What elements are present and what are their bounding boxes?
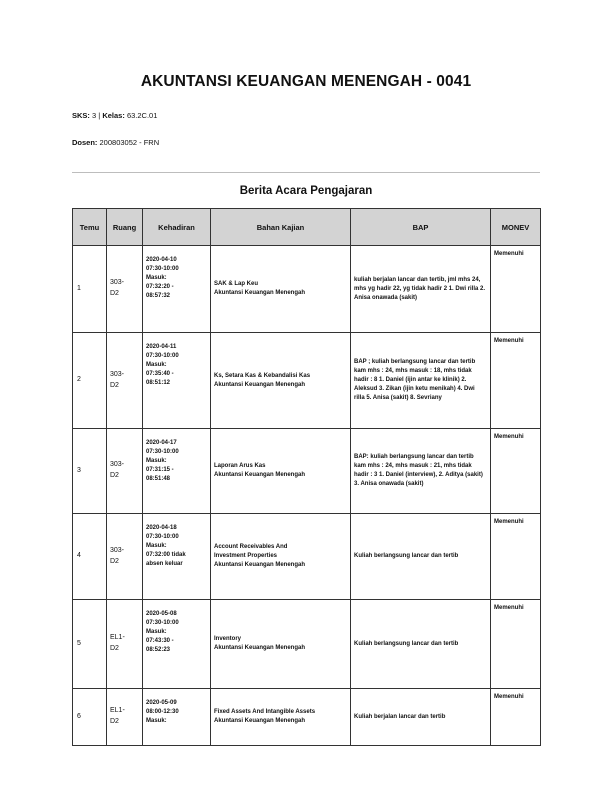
cell-ruang (107, 246, 143, 333)
cell-monev: Memenuhi (491, 600, 541, 689)
section-title: Berita Acara Pengajaran (239, 185, 373, 197)
cell-line: D2 (110, 645, 119, 652)
cell-line: 2020-05-09 (146, 700, 177, 706)
cell-line: D2 (110, 557, 119, 565)
course-info-line (72, 111, 157, 120)
cell-bahan-kajian (211, 429, 351, 514)
cell-line: Akuntansi Keuangan Menengah (214, 645, 306, 651)
cell-kehadiran (143, 246, 211, 333)
lecturer-info-line (72, 138, 159, 147)
cell-line: Akuntansi Keuangan Menengah (214, 472, 306, 478)
table-row (73, 333, 541, 429)
cell-line: 08:57:32 (146, 293, 171, 299)
attendance-table (72, 208, 541, 746)
cell-bahan-kajian (211, 689, 351, 746)
cell-kehadiran (143, 600, 211, 689)
cell-line: SAK & Lap Keu (214, 281, 259, 287)
cell-bahan-kajian (211, 514, 351, 600)
cell-temu: 5 (73, 600, 107, 689)
cell-line: Masuk: (146, 718, 167, 724)
cell-line: Ks, Setara Kas & Kebandalisi Kas (214, 372, 311, 379)
cell-line: Masuk: (146, 629, 167, 635)
cell-temu: 3 (73, 429, 107, 514)
cell-line: 07:31:15 - (146, 467, 174, 473)
cell-line: 08:52:23 (146, 647, 171, 653)
cell-bahan-kajian (211, 600, 351, 689)
cell-line: 08:51:12 (146, 380, 171, 386)
cell-line: 07:30-10:00 (146, 449, 179, 455)
cell-bahan-kajian (211, 333, 351, 429)
header-kehadiran: Kehadiran (143, 209, 211, 246)
kelas-value: 63.2C.01 (126, 111, 158, 120)
header-temu: Temu (73, 209, 107, 246)
cell-temu: 2 (73, 333, 107, 429)
cell-line: 07:35:40 - (146, 371, 174, 377)
cell-kehadiran (143, 429, 211, 514)
table-row (73, 514, 541, 600)
kelas-label: Kelas: (102, 111, 125, 120)
cell-line: 303- (110, 546, 125, 554)
divider (72, 172, 540, 173)
cell-bap: BAP: kuliah berlangsung lancar dan tertib kam mhs : 24, mhs masuk : 21, mhs tidak hadir : 3 1. Daniel (interview), 2. Aditya (sakit) 3. Anisa onawada (sakit) (351, 429, 491, 514)
cell-line: 07:32:00 tidak (146, 552, 186, 558)
cell-bap: Kuliah berlangsung lancar dan tertib (351, 600, 491, 689)
cell-bahan-kajian (211, 246, 351, 333)
header-bap: BAP (351, 209, 491, 246)
cell-line: Akuntansi Keuangan Menengah (214, 562, 306, 568)
cell-line: Fixed Assets And Intangible Assets (214, 709, 316, 715)
table-row (73, 246, 541, 333)
cell-line: 07:30-10:00 (146, 353, 179, 359)
cell-bap: Kuliah berlangsung lancar dan tertib (351, 514, 491, 600)
cell-line: 08:51:48 (146, 476, 171, 482)
cell-line: Investment Properties (214, 553, 278, 559)
cell-line: D2 (110, 381, 119, 389)
cell-line: 2020-05-08 (146, 611, 177, 617)
cell-line: 303- (110, 370, 125, 378)
cell-line: Masuk: (146, 543, 167, 549)
cell-line: Masuk: (146, 275, 167, 281)
cell-line: Account Receivables And (214, 544, 288, 550)
cell-line: 07:30-10:00 (146, 266, 179, 272)
cell-monev: Memenuhi (491, 689, 541, 746)
table-row (73, 689, 541, 746)
cell-line: D2 (110, 290, 119, 297)
cell-line: Akuntansi Keuangan Menengah (214, 718, 306, 724)
cell-ruang (107, 429, 143, 514)
cell-line: 2020-04-18 (146, 525, 177, 531)
cell-line: D2 (110, 472, 119, 479)
page-title: AKUNTANSI KEUANGAN MENENGAH - 0041 (140, 73, 472, 90)
cell-line: 07:43:30 - (146, 638, 174, 644)
cell-line: 07:32:20 - (146, 284, 174, 290)
cell-kehadiran (143, 689, 211, 746)
cell-temu: 6 (73, 689, 107, 746)
cell-monev: Memenuhi (491, 514, 541, 600)
cell-ruang (107, 514, 143, 600)
cell-line: 07:30-10:00 (146, 620, 179, 626)
cell-line: Inventory (214, 636, 242, 642)
cell-monev: Memenuhi (491, 429, 541, 514)
dosen-label: Dosen: (72, 138, 98, 147)
table-header-row (73, 209, 541, 246)
cell-monev: Memenuhi (491, 333, 541, 429)
cell-ruang (107, 600, 143, 689)
cell-kehadiran (143, 514, 211, 600)
cell-line: 08:00-12:30 (146, 709, 179, 715)
sks-label: SKS: (72, 111, 90, 120)
cell-line: EL1- (110, 707, 125, 715)
meta-separator: | (98, 111, 101, 120)
cell-bap: kuliah berjalan lancar dan tertib, jml mhs 24, mhs yg hadir 22, yg tidak hadir 2 1. Dwi rilla 2. Anisa onawada (sakit) (351, 246, 491, 333)
cell-ruang (107, 689, 143, 746)
cell-line: 303- (110, 279, 125, 287)
cell-temu: 1 (73, 246, 107, 333)
cell-kehadiran (143, 333, 211, 429)
cell-line: 07:30-10:00 (146, 534, 179, 540)
header-bahan-kajian: Bahan Kajian (211, 209, 351, 246)
cell-line: 2020-04-11 (146, 344, 177, 350)
table-row (73, 429, 541, 514)
cell-line: 2020-04-17 (146, 440, 177, 446)
cell-temu: 4 (73, 514, 107, 600)
cell-line: Masuk: (146, 458, 167, 464)
table-row (73, 600, 541, 689)
cell-line: Akuntansi Keuangan Menengah (214, 381, 306, 388)
sks-value: 3 (92, 111, 97, 120)
cell-monev: Memenuhi (491, 246, 541, 333)
cell-line: 303- (110, 461, 125, 469)
cell-line: Masuk: (146, 362, 167, 368)
cell-bap: BAP ; kuliah berlangsung lancar dan tertib kam mhs : 24, mhs masuk : 18, mhs tidak hadir : 8 1. Daniel (ijin antar ke klinik) 2. Aleksud 3. Zikan (ijin ketu menikah) 4. Dwi rilla 5. Anisa (sakit) 8. Sevriany (351, 333, 491, 429)
cell-line: 2020-04-10 (146, 257, 177, 263)
cell-line: D2 (110, 718, 119, 725)
cell-ruang (107, 333, 143, 429)
dosen-value: 200803052 - FRN (99, 138, 160, 147)
cell-line: Laporan Arus Kas (214, 463, 266, 469)
header-monev: MONEV (491, 209, 541, 246)
cell-bap: Kuliah berjalan lancar dan tertib (351, 689, 491, 746)
cell-line: absen keluar (146, 561, 183, 567)
cell-line: Akuntansi Keuangan Menengah (214, 290, 306, 296)
header-ruang: Ruang (107, 209, 143, 246)
cell-line: EL1- (110, 634, 125, 642)
